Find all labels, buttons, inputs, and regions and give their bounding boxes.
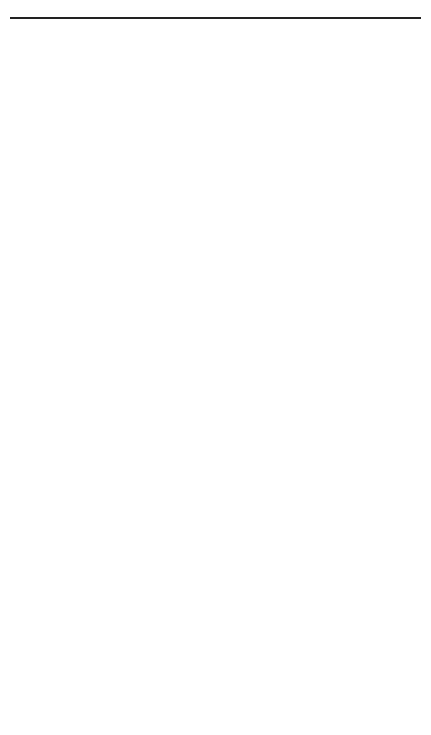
headline	[10, 6, 421, 19]
